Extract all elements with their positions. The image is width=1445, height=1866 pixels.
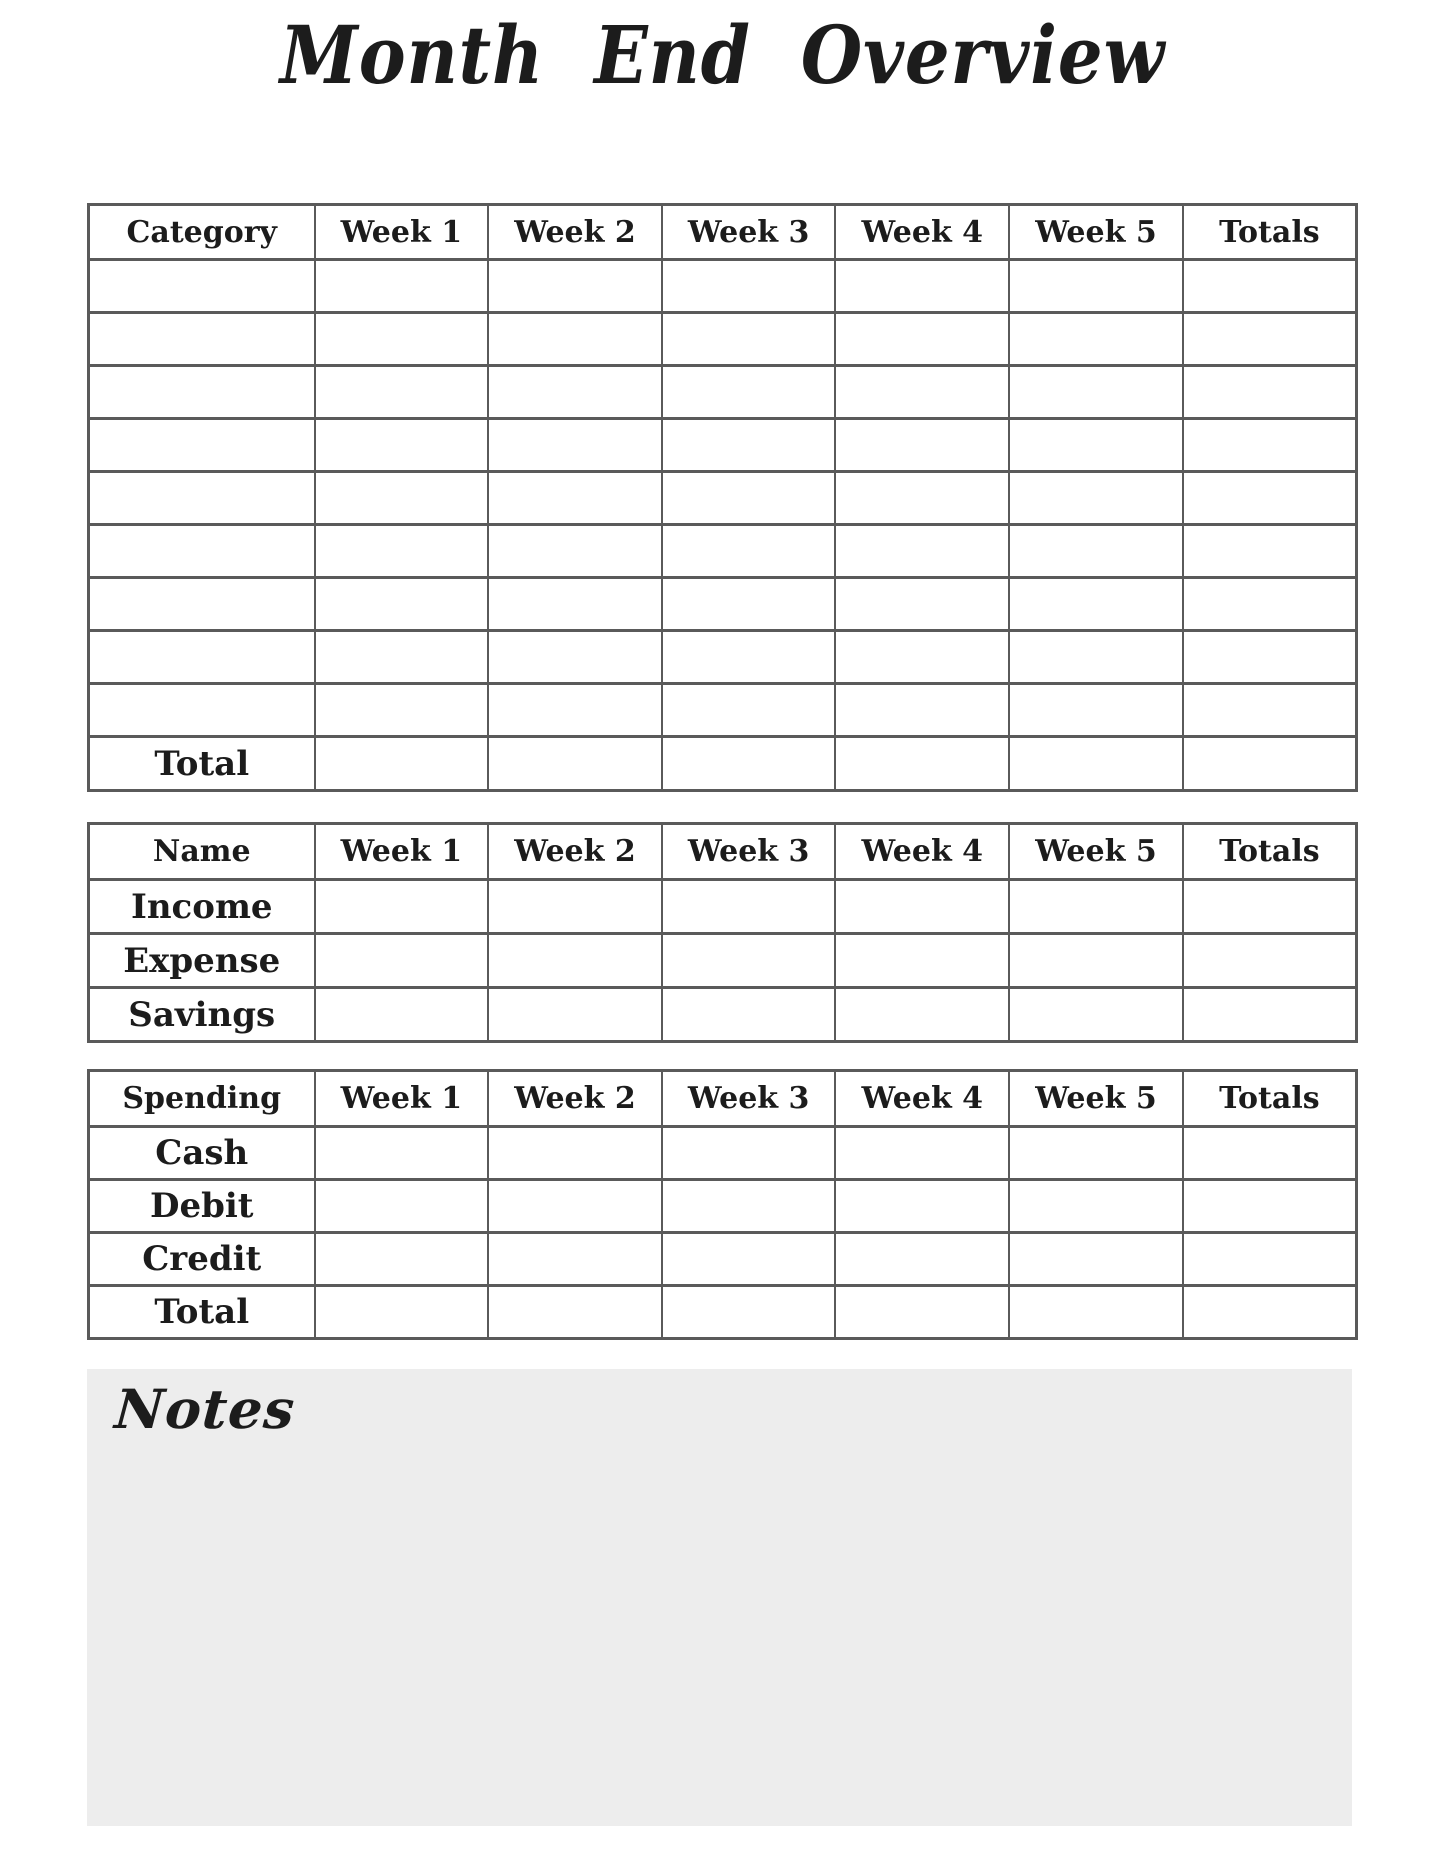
entry-cell <box>1183 472 1357 525</box>
entry-cell <box>1009 631 1183 684</box>
entry-cell <box>835 525 1009 578</box>
entry-cell <box>835 472 1009 525</box>
entry-cell <box>835 880 1009 934</box>
entry-cell <box>662 1233 836 1286</box>
row-label: Debit <box>89 1180 315 1233</box>
entry-cell <box>662 472 836 525</box>
entry-cell <box>662 1286 836 1339</box>
column-header-week3: Week 3 <box>662 824 836 880</box>
entry-cell <box>1183 934 1357 988</box>
entry-cell <box>1009 525 1183 578</box>
category-table <box>87 203 1358 792</box>
entry-cell <box>89 366 315 419</box>
column-header-week1: Week 1 <box>315 1071 489 1127</box>
entry-cell <box>315 631 489 684</box>
entry-cell <box>1009 260 1183 313</box>
entry-cell <box>315 419 489 472</box>
entry-cell <box>488 934 662 988</box>
entry-cell <box>835 1233 1009 1286</box>
column-header-week5: Week 5 <box>1009 824 1183 880</box>
entry-cell <box>1183 419 1357 472</box>
entry-cell <box>835 419 1009 472</box>
entry-cell <box>1183 1233 1357 1286</box>
entry-cell <box>1009 578 1183 631</box>
notes-label: Notes <box>112 1377 298 1441</box>
entry-cell <box>1183 1127 1357 1180</box>
column-header-week5: Week 5 <box>1009 1071 1183 1127</box>
entry-cell <box>835 1127 1009 1180</box>
notes-section <box>87 1369 1352 1826</box>
column-header-totals: Totals <box>1183 205 1357 260</box>
entry-cell <box>488 631 662 684</box>
entry-cell <box>89 578 315 631</box>
entry-cell <box>662 737 836 791</box>
entry-cell <box>835 313 1009 366</box>
column-header-week2: Week 2 <box>488 1071 662 1127</box>
table-row <box>89 419 1357 472</box>
entry-cell <box>315 525 489 578</box>
entry-cell <box>89 684 315 737</box>
table-row <box>89 880 1357 934</box>
table-row <box>89 313 1357 366</box>
entry-cell <box>488 366 662 419</box>
table-row <box>89 472 1357 525</box>
entry-cell <box>488 684 662 737</box>
column-header-week5: Week 5 <box>1009 205 1183 260</box>
entry-cell <box>488 988 662 1042</box>
entry-cell <box>488 1286 662 1339</box>
entry-cell <box>488 737 662 791</box>
summary-table <box>87 822 1358 1043</box>
column-header-week4: Week 4 <box>835 1071 1009 1127</box>
column-header-week1: Week 1 <box>315 205 489 260</box>
entry-cell <box>1009 366 1183 419</box>
entry-cell <box>89 472 315 525</box>
entry-cell <box>1183 525 1357 578</box>
column-header-week1: Week 1 <box>315 824 489 880</box>
column-header-totals: Totals <box>1183 824 1357 880</box>
entry-cell <box>662 260 836 313</box>
column-header-week4: Week 4 <box>835 824 1009 880</box>
column-header-spending: Spending <box>89 1071 315 1127</box>
table-row <box>89 1286 1357 1339</box>
entry-cell <box>315 1127 489 1180</box>
entry-cell <box>1009 1233 1183 1286</box>
entry-cell <box>89 260 315 313</box>
table-row <box>89 1180 1357 1233</box>
entry-cell <box>1183 366 1357 419</box>
table-header-row <box>89 205 1357 260</box>
entry-cell <box>1183 578 1357 631</box>
entry-cell <box>1183 988 1357 1042</box>
table-row <box>89 260 1357 313</box>
entry-cell <box>1183 684 1357 737</box>
entry-cell <box>89 631 315 684</box>
entry-cell <box>315 684 489 737</box>
table-row <box>89 684 1357 737</box>
entry-cell <box>488 1233 662 1286</box>
entry-cell <box>315 260 489 313</box>
table-row <box>89 631 1357 684</box>
page-title: Month End Overview <box>279 8 1166 102</box>
entry-cell <box>1009 1180 1183 1233</box>
entry-cell <box>835 1180 1009 1233</box>
entry-cell <box>1183 313 1357 366</box>
table-row <box>89 934 1357 988</box>
entry-cell <box>315 880 489 934</box>
entry-cell <box>315 472 489 525</box>
entry-cell <box>1009 1127 1183 1180</box>
entry-cell <box>1009 684 1183 737</box>
entry-cell <box>488 880 662 934</box>
table-header-row <box>89 1071 1357 1127</box>
entry-cell <box>835 684 1009 737</box>
entry-cell <box>315 366 489 419</box>
entry-cell <box>662 684 836 737</box>
entry-cell <box>488 313 662 366</box>
column-header-week3: Week 3 <box>662 1071 836 1127</box>
entry-cell <box>315 1180 489 1233</box>
entry-cell <box>662 525 836 578</box>
entry-cell <box>315 934 489 988</box>
column-header-category: Category <box>89 205 315 260</box>
entry-cell <box>1183 1286 1357 1339</box>
entry-cell <box>89 313 315 366</box>
entry-cell <box>1009 1286 1183 1339</box>
row-label: Total <box>89 1286 315 1339</box>
table-row <box>89 578 1357 631</box>
entry-cell <box>1009 472 1183 525</box>
entry-cell <box>315 988 489 1042</box>
entry-cell <box>1009 988 1183 1042</box>
entry-cell <box>488 260 662 313</box>
entry-cell <box>835 737 1009 791</box>
column-header-week3: Week 3 <box>662 205 836 260</box>
spending-table <box>87 1069 1358 1340</box>
entry-cell <box>1009 934 1183 988</box>
entry-cell <box>315 578 489 631</box>
entry-cell <box>662 631 836 684</box>
entry-cell <box>89 419 315 472</box>
entry-cell <box>835 260 1009 313</box>
entry-cell <box>1183 737 1357 791</box>
entry-cell <box>488 472 662 525</box>
entry-cell <box>315 313 489 366</box>
row-label: Savings <box>89 988 315 1042</box>
entry-cell <box>315 1286 489 1339</box>
entry-cell <box>1009 737 1183 791</box>
entry-cell <box>1183 260 1357 313</box>
table-row <box>89 1127 1357 1180</box>
column-header-week2: Week 2 <box>488 824 662 880</box>
row-label-total: Total <box>89 737 315 791</box>
entry-cell <box>1183 1180 1357 1233</box>
entry-cell <box>835 1286 1009 1339</box>
entry-cell <box>835 578 1009 631</box>
row-label: Expense <box>89 934 315 988</box>
entry-cell <box>662 880 836 934</box>
table-row <box>89 525 1357 578</box>
entry-cell <box>1183 880 1357 934</box>
row-label: Cash <box>89 1127 315 1180</box>
column-header-totals: Totals <box>1183 1071 1357 1127</box>
entry-cell <box>1183 631 1357 684</box>
entry-cell <box>662 1180 836 1233</box>
entry-cell <box>1009 880 1183 934</box>
entry-cell <box>662 366 836 419</box>
entry-cell <box>488 419 662 472</box>
table-row <box>89 366 1357 419</box>
entry-cell <box>662 1127 836 1180</box>
table-row <box>89 1233 1357 1286</box>
entry-cell <box>835 631 1009 684</box>
entry-cell <box>315 1233 489 1286</box>
row-label: Credit <box>89 1233 315 1286</box>
entry-cell <box>835 934 1009 988</box>
entry-cell <box>662 578 836 631</box>
entry-cell <box>89 525 315 578</box>
table-row <box>89 988 1357 1042</box>
column-header-name: Name <box>89 824 315 880</box>
entry-cell <box>488 1127 662 1180</box>
entry-cell <box>662 313 836 366</box>
entry-cell <box>315 737 489 791</box>
entry-cell <box>835 366 1009 419</box>
table-row <box>89 737 1357 791</box>
row-label: Income <box>89 880 315 934</box>
entry-cell <box>1009 313 1183 366</box>
entry-cell <box>662 934 836 988</box>
entry-cell <box>488 578 662 631</box>
entry-cell <box>488 1180 662 1233</box>
entry-cell <box>488 525 662 578</box>
entry-cell <box>1009 419 1183 472</box>
entry-cell <box>662 988 836 1042</box>
entry-cell <box>662 419 836 472</box>
table-header-row <box>89 824 1357 880</box>
column-header-week4: Week 4 <box>835 205 1009 260</box>
entry-cell <box>835 988 1009 1042</box>
column-header-week2: Week 2 <box>488 205 662 260</box>
